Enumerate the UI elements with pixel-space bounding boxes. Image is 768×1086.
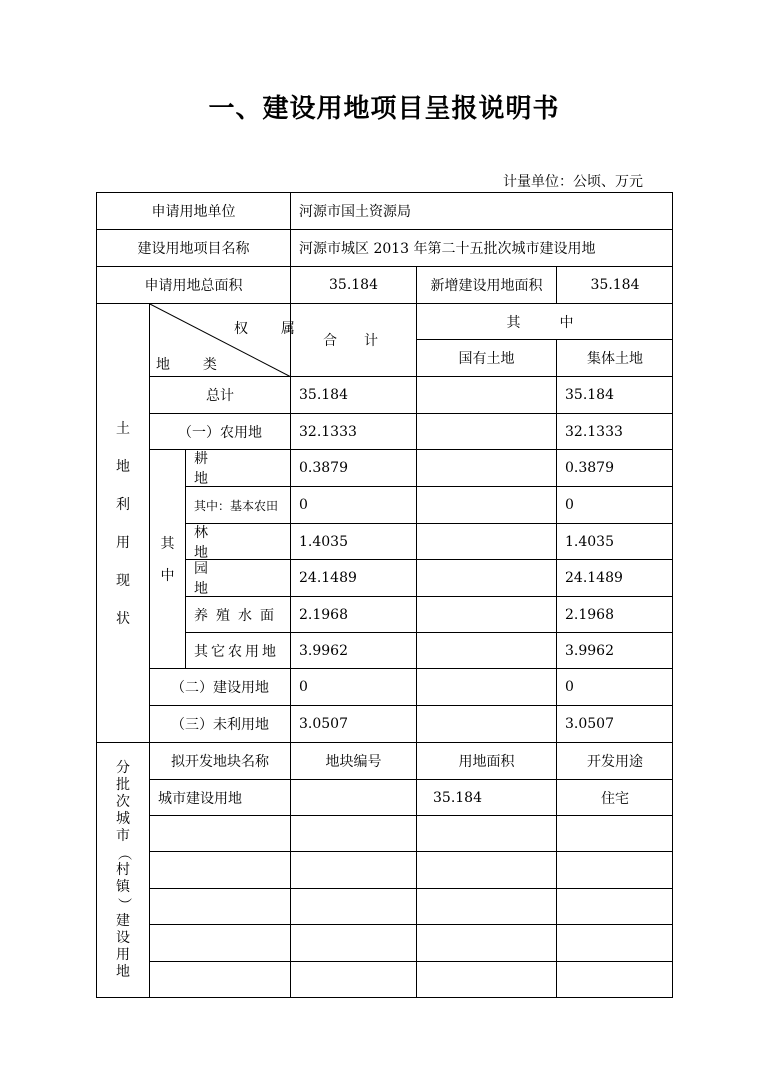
row-name-total: 总计 xyxy=(149,376,290,413)
row-basic-farmland-sum: 0 xyxy=(290,486,416,523)
row-forest-collective: 1.4035 xyxy=(556,523,673,559)
empty-cell xyxy=(416,851,556,888)
row-forest-sum: 1.4035 xyxy=(290,523,416,559)
header-collective-land: 集体土地 xyxy=(556,339,673,376)
row-name-cultivated: 耕地 xyxy=(185,449,290,486)
row-construction-collective: 0 xyxy=(556,668,673,705)
row-name-aquaculture: 养殖水面 xyxy=(185,596,290,632)
empty-cell xyxy=(149,924,290,961)
batch-header-use: 开发用途 xyxy=(556,742,673,779)
row-aquaculture-sum: 2.1968 xyxy=(290,596,416,632)
row-cultivated-state xyxy=(416,449,556,486)
batch-header-area: 用地面积 xyxy=(416,742,556,779)
total-area-value: 35.184 xyxy=(290,266,416,303)
empty-cell xyxy=(149,815,290,851)
diagonal-header-cell xyxy=(149,303,303,376)
empty-cell xyxy=(149,888,290,924)
header-total: 合 计 xyxy=(290,303,416,376)
row-cultivated-collective: 0.3879 xyxy=(556,449,673,486)
total-area-label: 申请用地总面积 xyxy=(96,266,290,303)
batch-row-use: 住宅 xyxy=(556,779,673,815)
row-garden-collective: 24.1489 xyxy=(556,559,673,596)
row-unused-collective: 3.0507 xyxy=(556,705,673,742)
header-state-land: 国有土地 xyxy=(416,339,556,376)
empty-cell xyxy=(149,961,290,998)
unit-note: 计量单位：公顷、万元 xyxy=(503,174,643,190)
page-title: 一、建设用地项目呈报说明书 xyxy=(208,94,560,124)
row-forest-state xyxy=(416,523,556,559)
row-agricultural-sum: 32.1333 xyxy=(290,413,416,449)
batch-row-parcel-code xyxy=(290,779,416,815)
row-name-forest: 林地 xyxy=(185,523,290,559)
header-among: 其 中 xyxy=(416,303,673,339)
row-unused-sum: 3.0507 xyxy=(290,705,416,742)
empty-cell xyxy=(416,961,556,998)
empty-cell xyxy=(416,888,556,924)
row-name-construction: （二）建设用地 xyxy=(149,668,290,705)
empty-cell xyxy=(290,851,416,888)
row-agricultural-state xyxy=(416,413,556,449)
row-aquaculture-state xyxy=(416,596,556,632)
row-name-garden: 园地 xyxy=(185,559,290,596)
row-total-sum: 35.184 xyxy=(290,376,416,413)
row-other-agricultural-collective: 3.9962 xyxy=(556,632,673,668)
empty-cell xyxy=(556,961,673,998)
row-garden-sum: 24.1489 xyxy=(290,559,416,596)
row-construction-sum: 0 xyxy=(290,668,416,705)
empty-cell xyxy=(416,815,556,851)
row-name-basic-farmland: 其中：基本农田 xyxy=(185,486,290,523)
empty-cell xyxy=(290,888,416,924)
row-aquaculture-collective: 2.1968 xyxy=(556,596,673,632)
batch-side-label: 分 批 次 城 市 （ 村 镇 ） 建 设 用 地 xyxy=(96,742,149,998)
empty-cell xyxy=(556,888,673,924)
row-agricultural-collective: 32.1333 xyxy=(556,413,673,449)
project-value: 河源市城区 2013 年第二十五批次城市建设用地 xyxy=(290,229,673,266)
sub-group-label: 其 中 xyxy=(149,449,185,668)
empty-cell xyxy=(556,924,673,961)
batch-row-parcel-name: 城市建设用地 xyxy=(149,779,290,815)
applicant-value: 河源市国土资源局 xyxy=(290,192,673,229)
empty-cell xyxy=(416,924,556,961)
batch-header-parcel-name: 拟开发地块名称 xyxy=(149,742,290,779)
header-category: 地 类 xyxy=(156,357,225,373)
row-name-unused: （三）未利用地 xyxy=(149,705,290,742)
row-other-agricultural-state xyxy=(416,632,556,668)
row-total-collective: 35.184 xyxy=(556,376,673,413)
new-area-value: 35.184 xyxy=(556,266,673,303)
row-basic-farmland-collective: 0 xyxy=(556,486,673,523)
empty-cell xyxy=(290,924,416,961)
project-label: 建设用地项目名称 xyxy=(96,229,290,266)
empty-cell xyxy=(149,851,290,888)
row-construction-state xyxy=(416,668,556,705)
row-total-state xyxy=(416,376,556,413)
row-garden-state xyxy=(416,559,556,596)
empty-cell xyxy=(556,851,673,888)
row-unused-state xyxy=(416,705,556,742)
row-basic-farmland-state xyxy=(416,486,556,523)
new-area-label: 新增建设用地面积 xyxy=(416,266,556,303)
row-name-other-agricultural: 其它农用地 xyxy=(185,632,290,668)
applicant-label: 申请用地单位 xyxy=(96,192,290,229)
empty-cell xyxy=(290,815,416,851)
header-ownership: 权 属 xyxy=(234,321,303,337)
land-use-side-label: 土 地 利 用 现 状 xyxy=(96,303,149,742)
row-other-agricultural-sum: 3.9962 xyxy=(290,632,416,668)
row-cultivated-sum: 0.3879 xyxy=(290,449,416,486)
batch-header-parcel-code: 地块编号 xyxy=(290,742,416,779)
row-name-agricultural: （一）农用地 xyxy=(149,413,290,449)
empty-cell xyxy=(290,961,416,998)
batch-row-area: 35.184 xyxy=(416,779,556,815)
empty-cell xyxy=(556,815,673,851)
